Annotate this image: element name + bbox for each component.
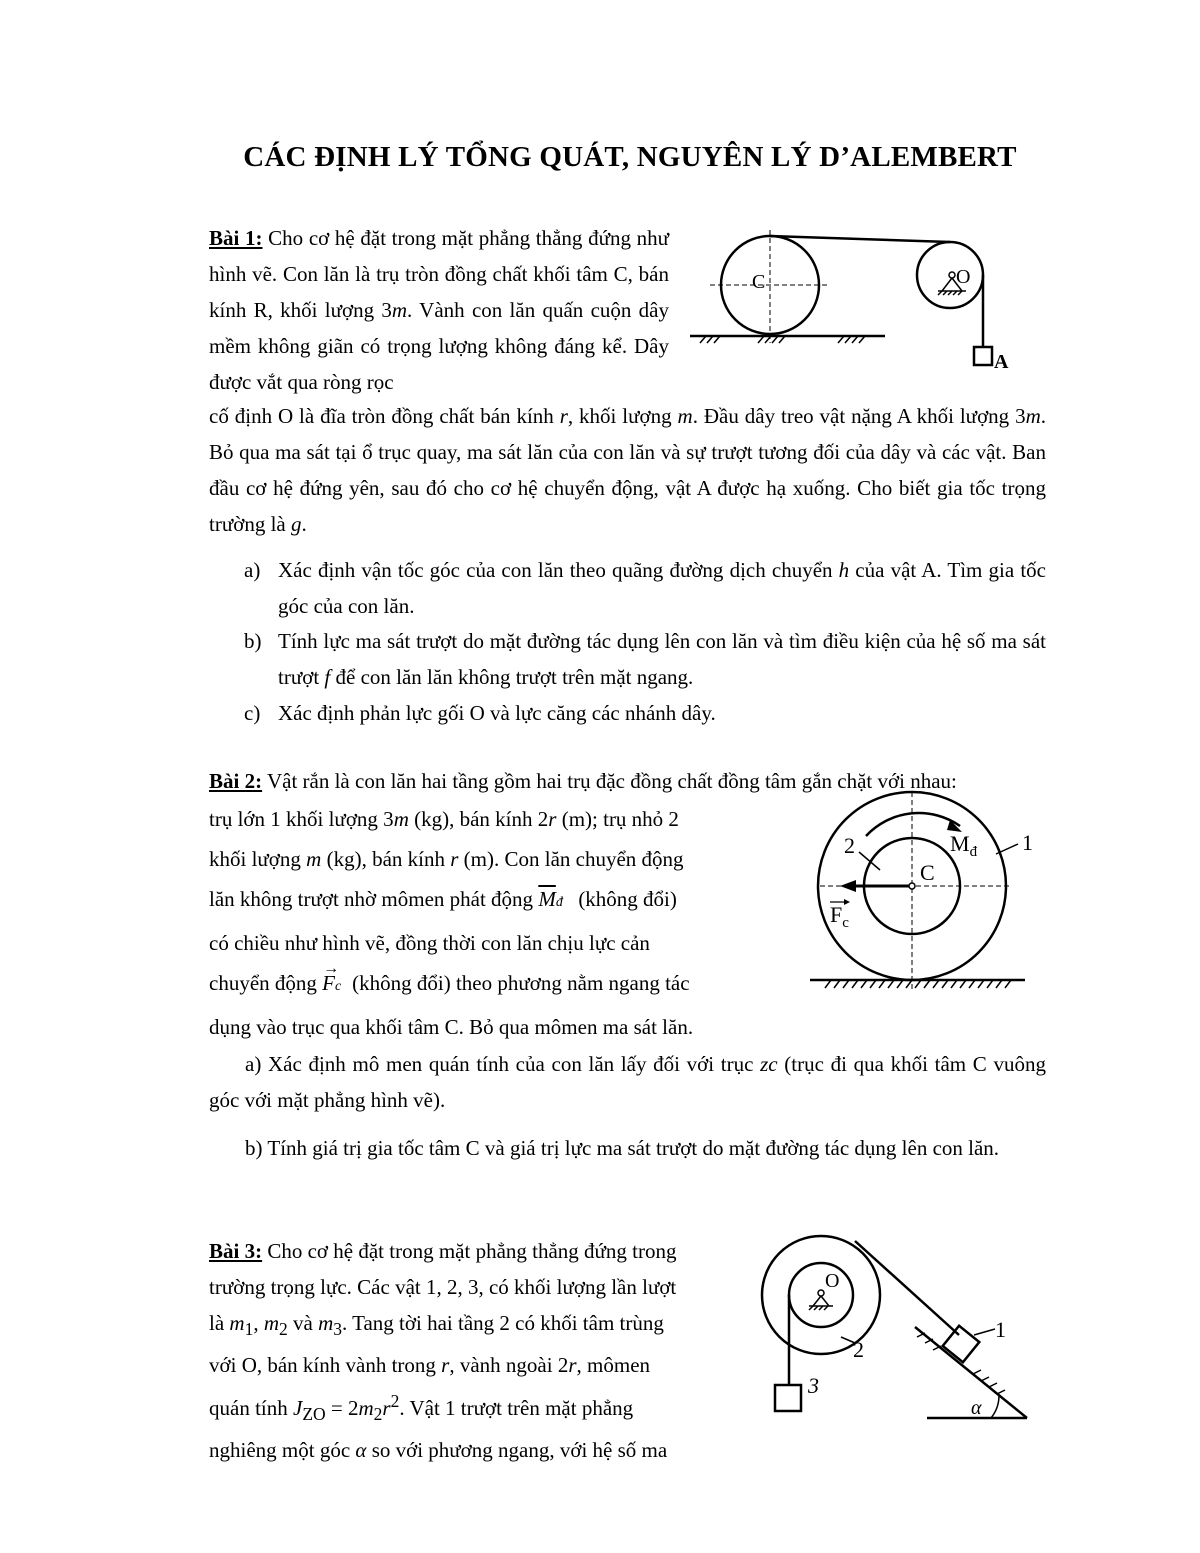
label-o: O: [956, 266, 971, 288]
alpha-arc: [991, 1396, 999, 1418]
label-fc: $F_c$: [830, 902, 849, 931]
bai1-figure: [690, 225, 1030, 375]
bai3-text: Bài 3: Cho cơ hệ đặt trong mặt phẳng thẳng đứng trong trường trọng lực. Các vật 1, 2, 3, có khối lượng lần lượt là $m_1$, $m_2$ và $m_3$. Tang tời hai tầng 2 có khối tâm trùng với O, bán kính vành trong r, vành ngoài 2r, mômen quán tính $J_{ZO} = 2m_2r^2$. Vật 1 trượt trên mặt phẳng nghiêng một góc α so với phương ngang, với hệ số ma: [209, 1239, 677, 1463]
bai2-item-b: b) Tính giá trị gia tốc tâm C và giá trị lực ma sát trượt do mặt đường tác dụng lên con lăn.: [245, 1136, 1000, 1160]
label-1: 1: [995, 1317, 1006, 1342]
bai2-text-narrow: trụ lớn 1 khối lượng 3m (kg), bán kính 2r (m); trụ nhỏ 2 khối lượng m (kg), bán kính r (m). Con lăn chuyển động lăn không trượt nhờ mômen phát động $\overline{M}đ$ (không đổi) có chiều như hình vẽ, đồng thời con lăn chịu lực cản chuyển động → Fc (không đổi) theo phương nằm ngang tác dụng vào trục qua khối tâm C. Bỏ qua mômen ma sát lăn.: [209, 807, 694, 1039]
label-a: A: [994, 351, 1009, 373]
bai1-label: Bài 1:: [209, 226, 263, 250]
label-c: C: [920, 860, 935, 885]
page-title: CÁC ĐỊNH LÝ TỔNG QUÁT, NGUYÊN LÝ D’ALEMBERT: [243, 141, 1017, 173]
label-1: 1: [1022, 830, 1033, 855]
bai2-text-first: Bài 2: Vật rắn là con lăn hai tầng gồm hai trụ đặc đồng chất đồng tâm gắn chặt với nhau:: [209, 769, 957, 793]
bai1-item-c: c) Xác định phản lực gối O và lực căng các nhánh dây.: [244, 701, 716, 725]
md-symbol: $\overline{M}đ$: [538, 887, 563, 911]
block-3: [775, 1385, 801, 1411]
rope-to-block1: [855, 1241, 959, 1335]
rope-top: [770, 236, 950, 242]
label-2: 2: [853, 1337, 864, 1362]
label-md: $M_đ$: [950, 831, 978, 860]
bai2-label: Bài 2:: [209, 769, 263, 793]
label-c: C: [752, 271, 766, 293]
drum-support: [809, 1290, 833, 1310]
moment-arrow: [866, 813, 960, 836]
label-alpha: α: [971, 1397, 982, 1419]
label-2: 2: [844, 833, 855, 858]
bai2-figure: [810, 790, 1050, 1005]
fc-symbol: → Fc: [322, 960, 342, 995]
bai2-item-a: a) Xác định mô men quán tính của con lăn lấy đối với trục zc (trục đi qua khối tâm C vuông góc với mặt phẳng hình vẽ).: [209, 1052, 1046, 1112]
bai3-label: Bài 3:: [209, 1239, 263, 1263]
bai1-item-a: a) Xác định vận tốc góc của con lăn theo quãng đường dịch chuyển h của vật A. Tìm gia tốc góc của con lăn.: [244, 558, 1046, 618]
label-3: 3: [808, 1373, 819, 1398]
bai1-item-b: b) Tính lực ma sát trượt do mặt đường tác dụng lên con lăn và tìm điều kiện của hệ số ma sát trượt f để con lăn lăn không trượt trên mặt ngang.: [244, 629, 1046, 689]
bai1-text-wide: cố định O là đĩa tròn đồng chất bán kính r, khối lượng m. Đầu dây treo vật nặng A khối lượng 3m. Bỏ qua ma sát tại ổ trục quay, ma sát lăn của con lăn và sự trượt tương đối của dây và các vật. Ban đầu cơ hệ đứng yên, sau đó cho cơ hệ chuyển động, vật A được hạ xuống. Cho biết gia tốc trọng trường là g.: [209, 404, 1047, 536]
label-o: O: [825, 1270, 840, 1292]
block-a: [974, 347, 992, 365]
block-1: [943, 1326, 980, 1363]
bai1-text-narrow: Bài 1: Cho cơ hệ đặt trong mặt phẳng thẳng đứng như hình vẽ. Con lăn là trụ tròn đồng chất khối tâm C, bán kính R, khối lượng 3m. Vành con lăn quấn cuộn dây mềm không giãn có trọng lượng không đáng kể. Dây được vắt qua ròng rọc: [209, 226, 670, 394]
bai3-figure: [755, 1235, 1045, 1420]
